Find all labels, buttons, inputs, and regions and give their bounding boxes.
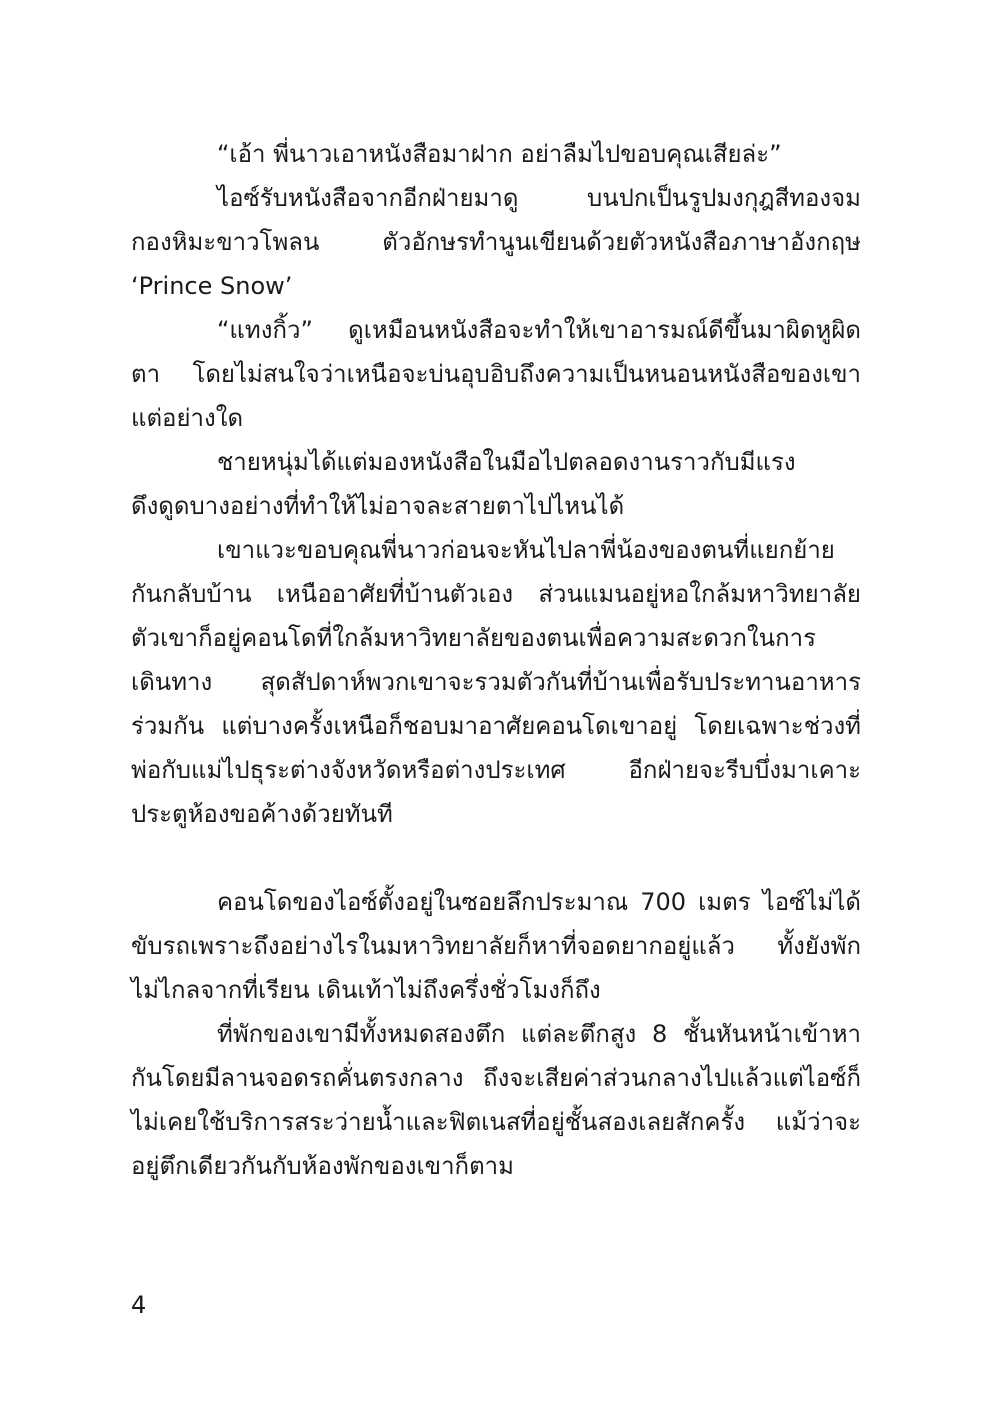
text-line: พ่อกับแม่ไปธุระต่างจังหวัดหรือต่างประเทศ อีกฝ่ายจะรีบบึ่งมาเคาะ (131, 756, 861, 784)
section-break (131, 836, 861, 880)
text-line: คอนโดของไอซ์ตั้งอยู่ในซอยลึกประมาณ 700 เมตร ไอซ์ไม่ได้ (217, 888, 861, 916)
text-line: ตัวเขาก็อยู่คอนโดที่ใกล้มหาวิทยาลัยของตนเพื่อความสะดวกในการ (131, 624, 816, 652)
text-line: ไม่เคยใช้บริการสระว่ายน้ำและฟิตเนสที่อยู่ชั้นสองเลยสักครั้ง แม้ว่าจะ (131, 1108, 861, 1136)
text-line: “แทงกิ้ว” ดูเหมือนหนังสือจะทำให้เขาอารมณ์ดีขึ้นมาผิดหูผิด (217, 316, 861, 344)
text-line: ‘Prince Snow’ (131, 272, 293, 300)
text-line: แต่อย่างใด (131, 404, 244, 432)
text-line: ขับรถเพราะถึงอย่างไรในมหาวิทยาลัยก็หาที่จอดยากอยู่แล้ว ทั้งยังพัก (131, 932, 861, 960)
text-line: ดึงดูดบางอย่างที่ทำให้ไม่อาจละสายตาไปไหนได้ (131, 492, 625, 520)
text-line: ที่พักของเขามีทั้งหมดสองตึก แต่ละตึกสูง 8 ชั้นหันหน้าเข้าหา (217, 1020, 861, 1048)
text-line: ร่วมกัน แต่บางครั้งเหนือก็ชอบมาอาศัยคอนโดเขาอยู่ โดยเฉพาะช่วงที่ (131, 712, 861, 740)
text-line: อยู่ตึกเดียวกันกับห้องพักของเขาก็ตาม (131, 1152, 514, 1180)
text-line: กันโดยมีลานจอดรถคั่นตรงกลาง ถึงจะเสียค่าส่วนกลางไปแล้วแต่ไอซ์ก็ (131, 1064, 861, 1092)
paragraph (131, 176, 861, 308)
text-line: ชายหนุ่มได้แต่มองหนังสือในมือไปตลอดงานราวกับมีแรง (217, 448, 796, 476)
text-line: เดินทาง สุดสัปดาห์พวกเขาจะรวมตัวกันที่บ้านเพื่อรับประทานอาหาร (131, 668, 861, 696)
text-line: ไอซ์รับหนังสือจากอีกฝ่ายมาดู บนปกเป็นรูปมงกุฎสีทองจม (217, 184, 861, 212)
text-line: ตา โดยไม่สนใจว่าเหนือจะบ่นอุบอิบถึงความเป็นหนอนหนังสือของเขา (131, 360, 861, 388)
paragraph (131, 440, 861, 528)
page-number: 4 (131, 1291, 147, 1319)
paragraph (131, 880, 861, 1012)
text-line: ประตูห้องขอค้างด้วยทันที (131, 800, 393, 828)
text-line: กองหิมะขาวโพลน ตัวอักษรทำนูนเขียนด้วยตัวหนังสือภาษาอังกฤษ (131, 228, 861, 256)
paragraph (131, 1012, 861, 1188)
text-line: เขาแวะขอบคุณพี่นาวก่อนจะหันไปลาพี่น้องของตนที่แยกย้าย (217, 536, 835, 564)
text-line: “เอ้า พี่นาวเอาหนังสือมาฝาก อย่าลืมไปขอบคุณเสียล่ะ” (217, 140, 782, 168)
paragraph (131, 132, 861, 176)
paragraph (131, 308, 861, 440)
page-body (131, 132, 861, 1188)
text-line: กันกลับบ้าน เหนืออาศัยที่บ้านตัวเอง ส่วนแมนอยู่หอใกล้มหาวิทยาลัย (131, 580, 861, 608)
text-line: ไม่ไกลจากที่เรียน เดินเท้าไม่ถึงครึ่งชั่วโมงก็ถึง (131, 976, 601, 1004)
paragraph (131, 528, 861, 836)
